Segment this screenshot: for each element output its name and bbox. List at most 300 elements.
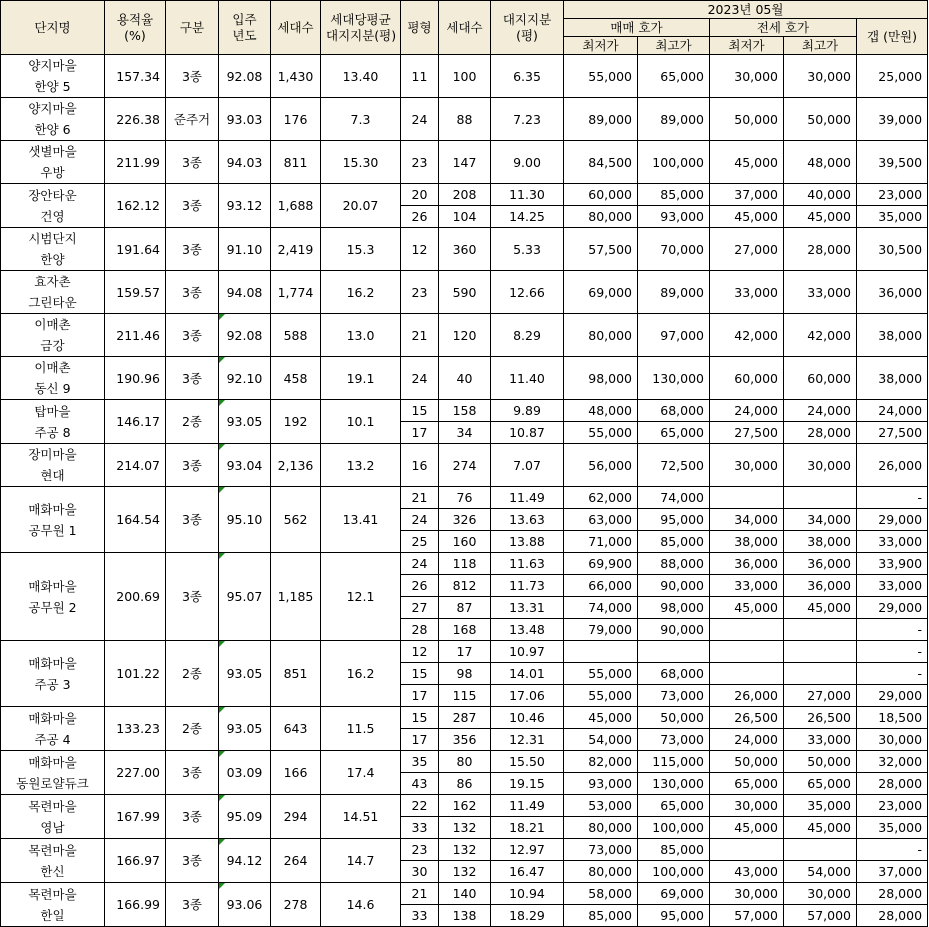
unit-land-share: 11.40 (491, 357, 564, 400)
complex-name: 매화마을 주공 3 (1, 641, 105, 707)
total-households: 192 (271, 400, 321, 444)
sale-min-price: 54,000 (564, 729, 638, 751)
gap-amount: 23,000 (857, 795, 928, 817)
table-row (1, 553, 928, 575)
gap-amount: - (857, 839, 928, 861)
complex-name: 매화마을 동원로얄듀크 (1, 751, 105, 795)
unit-households: 40 (439, 357, 491, 400)
sale-min-price: 55,000 (564, 55, 638, 98)
unit-land-share: 14.01 (491, 663, 564, 685)
unit-land-share: 13.63 (491, 509, 564, 531)
move-in-year: 93.06 (219, 883, 271, 927)
total-households: 588 (271, 314, 321, 357)
floor-area-ratio: 146.17 (105, 400, 166, 444)
complex-name: 효자촌 그린타운 (1, 271, 105, 314)
jeonse-max-price: 28,000 (784, 228, 857, 271)
unit-pyeong: 25 (401, 531, 439, 553)
gap-amount: 35,000 (857, 817, 928, 839)
sale-max-price: 90,000 (638, 619, 710, 641)
header-zone: 구분 (166, 1, 219, 55)
unit-land-share: 18.29 (491, 905, 564, 927)
jeonse-min-price (710, 487, 784, 509)
gap-amount: 29,000 (857, 597, 928, 619)
unit-pyeong: 22 (401, 795, 439, 817)
table-body (1, 55, 928, 927)
table-row (1, 883, 928, 905)
jeonse-max-price (784, 641, 857, 663)
sale-min-price: 69,900 (564, 553, 638, 575)
unit-pyeong: 15 (401, 707, 439, 729)
gap-amount: - (857, 619, 928, 641)
unit-pyeong: 21 (401, 314, 439, 357)
move-in-year: 03.09 (219, 751, 271, 795)
jeonse-min-price (710, 619, 784, 641)
move-in-year: 93.05 (219, 707, 271, 751)
jeonse-min-price: 27,000 (710, 228, 784, 271)
jeonse-min-price: 24,000 (710, 729, 784, 751)
sale-max-price: 69,000 (638, 883, 710, 905)
table-row (1, 271, 928, 314)
total-households: 294 (271, 795, 321, 839)
unit-households: 162 (439, 795, 491, 817)
zoning-type: 2종 (166, 641, 219, 707)
jeonse-max-price: 33,000 (784, 729, 857, 751)
sale-min-price: 55,000 (564, 685, 638, 707)
unit-pyeong: 20 (401, 184, 439, 206)
unit-pyeong: 24 (401, 98, 439, 141)
floor-area-ratio: 214.07 (105, 444, 166, 487)
floor-area-ratio: 101.22 (105, 641, 166, 707)
zoning-type: 3종 (166, 141, 219, 184)
sale-max-price: 85,000 (638, 531, 710, 553)
jeonse-max-price: 24,000 (784, 400, 857, 422)
unit-land-share: 10.94 (491, 883, 564, 905)
gap-amount: 26,000 (857, 444, 928, 487)
gap-amount: 27,500 (857, 422, 928, 444)
unit-pyeong: 23 (401, 839, 439, 861)
sale-max-price: 70,000 (638, 228, 710, 271)
unit-pyeong: 33 (401, 817, 439, 839)
table-row (1, 839, 928, 861)
header-avg-land: 세대당평균 대지지분(평) (321, 1, 401, 55)
unit-households: 168 (439, 619, 491, 641)
gap-amount: 18,500 (857, 707, 928, 729)
unit-land-share: 7.23 (491, 98, 564, 141)
move-in-year: 95.07 (219, 553, 271, 641)
unit-land-share: 10.87 (491, 422, 564, 444)
jeonse-max-price: 57,000 (784, 905, 857, 927)
jeonse-min-price: 30,000 (710, 444, 784, 487)
unit-households: 120 (439, 314, 491, 357)
unit-pyeong: 17 (401, 685, 439, 707)
total-households: 166 (271, 751, 321, 795)
unit-households: 76 (439, 487, 491, 509)
gap-amount: 24,000 (857, 400, 928, 422)
sale-max-price: 130,000 (638, 357, 710, 400)
sale-max-price: 68,000 (638, 400, 710, 422)
sale-min-price: 45,000 (564, 707, 638, 729)
sale-min-price: 71,000 (564, 531, 638, 553)
unit-land-share: 14.25 (491, 206, 564, 228)
unit-land-share: 10.46 (491, 707, 564, 729)
gap-amount: 28,000 (857, 905, 928, 927)
jeonse-max-price: 30,000 (784, 883, 857, 905)
table-row (1, 141, 928, 184)
zoning-type: 3종 (166, 314, 219, 357)
jeonse-max-price: 30,000 (784, 55, 857, 98)
complex-name: 장안타운 건영 (1, 184, 105, 228)
jeonse-min-price: 50,000 (710, 751, 784, 773)
header-land: 대지지분 (평) (491, 1, 564, 55)
sale-max-price: 95,000 (638, 905, 710, 927)
avg-land-share: 14.6 (321, 883, 401, 927)
unit-land-share: 10.97 (491, 641, 564, 663)
jeonse-min-price: 50,000 (710, 98, 784, 141)
jeonse-min-price: 30,000 (710, 883, 784, 905)
table-row (1, 314, 928, 357)
unit-pyeong: 23 (401, 141, 439, 184)
unit-pyeong: 12 (401, 641, 439, 663)
header-sale-min: 최저가 (564, 37, 638, 55)
unit-pyeong: 24 (401, 553, 439, 575)
sale-min-price: 58,000 (564, 883, 638, 905)
gap-amount: 30,000 (857, 729, 928, 751)
sale-max-price: 88,000 (638, 553, 710, 575)
sale-min-price (564, 641, 638, 663)
complex-name: 양지마을 한양 6 (1, 98, 105, 141)
unit-land-share: 11.30 (491, 184, 564, 206)
floor-area-ratio: 166.97 (105, 839, 166, 883)
complex-name: 시범단지 한양 (1, 228, 105, 271)
gap-amount: - (857, 487, 928, 509)
total-households: 643 (271, 707, 321, 751)
floor-area-ratio: 191.64 (105, 228, 166, 271)
total-households: 1,688 (271, 184, 321, 228)
unit-households: 132 (439, 861, 491, 883)
sale-min-price: 82,000 (564, 751, 638, 773)
sale-max-price: 97,000 (638, 314, 710, 357)
jeonse-max-price (784, 487, 857, 509)
zoning-type: 3종 (166, 228, 219, 271)
unit-land-share: 11.73 (491, 575, 564, 597)
complex-name: 목련마을 한신 (1, 839, 105, 883)
jeonse-max-price: 33,000 (784, 271, 857, 314)
floor-area-ratio: 159.57 (105, 271, 166, 314)
jeonse-min-price: 45,000 (710, 206, 784, 228)
move-in-year: 92.08 (219, 314, 271, 357)
sale-max-price: 89,000 (638, 271, 710, 314)
unit-households: 86 (439, 773, 491, 795)
unit-households: 87 (439, 597, 491, 619)
jeonse-min-price: 26,000 (710, 685, 784, 707)
unit-land-share: 19.15 (491, 773, 564, 795)
unit-pyeong: 27 (401, 597, 439, 619)
table-row (1, 487, 928, 509)
sale-max-price: 100,000 (638, 861, 710, 883)
table-row (1, 707, 928, 729)
sale-max-price: 85,000 (638, 839, 710, 861)
unit-land-share: 12.31 (491, 729, 564, 751)
unit-pyeong: 26 (401, 206, 439, 228)
jeonse-max-price: 54,000 (784, 861, 857, 883)
jeonse-min-price: 38,000 (710, 531, 784, 553)
sale-min-price: 53,000 (564, 795, 638, 817)
header-gap: 갭 (만원) (857, 19, 928, 55)
sale-max-price: 65,000 (638, 422, 710, 444)
jeonse-max-price: 30,000 (784, 444, 857, 487)
total-households: 278 (271, 883, 321, 927)
jeonse-max-price: 48,000 (784, 141, 857, 184)
unit-pyeong: 21 (401, 487, 439, 509)
unit-pyeong: 33 (401, 905, 439, 927)
unit-households: 208 (439, 184, 491, 206)
sale-max-price: 130,000 (638, 773, 710, 795)
gap-amount: 38,000 (857, 357, 928, 400)
header-name: 단지명 (1, 1, 105, 55)
jeonse-min-price: 33,000 (710, 575, 784, 597)
gap-amount: 32,000 (857, 751, 928, 773)
move-in-year: 94.12 (219, 839, 271, 883)
sale-min-price: 80,000 (564, 206, 638, 228)
total-households: 176 (271, 98, 321, 141)
gap-amount: 28,000 (857, 883, 928, 905)
gap-amount: 28,000 (857, 773, 928, 795)
jeonse-min-price: 57,000 (710, 905, 784, 927)
sale-max-price: 100,000 (638, 141, 710, 184)
unit-households: 80 (439, 751, 491, 773)
sale-max-price: 89,000 (638, 98, 710, 141)
sale-max-price: 73,000 (638, 685, 710, 707)
sale-max-price: 115,000 (638, 751, 710, 773)
sale-min-price: 79,000 (564, 619, 638, 641)
unit-land-share: 9.00 (491, 141, 564, 184)
gap-amount: - (857, 641, 928, 663)
table-row (1, 795, 928, 817)
zoning-type: 3종 (166, 357, 219, 400)
complex-name: 매화마을 주공 4 (1, 707, 105, 751)
unit-households: 147 (439, 141, 491, 184)
sale-min-price: 63,000 (564, 509, 638, 531)
sale-min-price: 56,000 (564, 444, 638, 487)
floor-area-ratio: 227.00 (105, 751, 166, 795)
jeonse-max-price: 42,000 (784, 314, 857, 357)
sale-max-price (638, 641, 710, 663)
unit-pyeong: 24 (401, 509, 439, 531)
gap-amount: 30,500 (857, 228, 928, 271)
total-households: 851 (271, 641, 321, 707)
total-households: 1,185 (271, 553, 321, 641)
unit-households: 812 (439, 575, 491, 597)
unit-pyeong: 30 (401, 861, 439, 883)
unit-land-share: 11.49 (491, 487, 564, 509)
gap-amount: 35,000 (857, 206, 928, 228)
jeonse-max-price: 40,000 (784, 184, 857, 206)
unit-land-share: 18.21 (491, 817, 564, 839)
zoning-type: 3종 (166, 184, 219, 228)
gap-amount: 23,000 (857, 184, 928, 206)
complex-name: 목련마을 영남 (1, 795, 105, 839)
sale-min-price: 84,500 (564, 141, 638, 184)
avg-land-share: 14.51 (321, 795, 401, 839)
unit-households: 274 (439, 444, 491, 487)
zoning-type: 3종 (166, 553, 219, 641)
unit-pyeong: 16 (401, 444, 439, 487)
sale-max-price: 93,000 (638, 206, 710, 228)
unit-pyeong: 15 (401, 663, 439, 685)
unit-pyeong: 35 (401, 751, 439, 773)
zoning-type: 3종 (166, 751, 219, 795)
jeonse-max-price: 35,000 (784, 795, 857, 817)
header-sale: 매매 호가 (564, 19, 710, 37)
gap-amount: - (857, 663, 928, 685)
unit-land-share: 5.33 (491, 228, 564, 271)
complex-name: 양지마을 한양 5 (1, 55, 105, 98)
move-in-year: 94.03 (219, 141, 271, 184)
jeonse-min-price: 30,000 (710, 55, 784, 98)
sale-max-price: 95,000 (638, 509, 710, 531)
sale-max-price: 68,000 (638, 663, 710, 685)
zoning-type: 3종 (166, 444, 219, 487)
floor-area-ratio: 200.69 (105, 553, 166, 641)
gap-amount: 29,000 (857, 685, 928, 707)
unit-households: 132 (439, 817, 491, 839)
gap-amount: 39,500 (857, 141, 928, 184)
unit-households: 138 (439, 905, 491, 927)
unit-households: 140 (439, 883, 491, 905)
avg-land-share: 13.41 (321, 487, 401, 553)
floor-area-ratio: 164.54 (105, 487, 166, 553)
unit-households: 100 (439, 55, 491, 98)
avg-land-share: 20.07 (321, 184, 401, 228)
unit-land-share: 12.66 (491, 271, 564, 314)
unit-households: 356 (439, 729, 491, 751)
table-row (1, 751, 928, 773)
sale-min-price: 80,000 (564, 314, 638, 357)
jeonse-min-price (710, 839, 784, 861)
jeonse-max-price: 65,000 (784, 773, 857, 795)
header-unit-households: 세대수 (439, 1, 491, 55)
jeonse-min-price: 24,000 (710, 400, 784, 422)
sale-max-price: 85,000 (638, 184, 710, 206)
avg-land-share: 13.0 (321, 314, 401, 357)
table-header (1, 1, 928, 55)
zoning-type: 3종 (166, 271, 219, 314)
jeonse-max-price: 36,000 (784, 553, 857, 575)
complex-name: 매화마을 공무원 1 (1, 487, 105, 553)
sale-min-price: 85,000 (564, 905, 638, 927)
unit-land-share: 7.07 (491, 444, 564, 487)
move-in-year: 95.09 (219, 795, 271, 839)
sale-min-price: 60,000 (564, 184, 638, 206)
floor-area-ratio: 133.23 (105, 707, 166, 751)
move-in-year: 93.05 (219, 400, 271, 444)
avg-land-share: 11.5 (321, 707, 401, 751)
floor-area-ratio: 226.38 (105, 98, 166, 141)
avg-land-share: 17.4 (321, 751, 401, 795)
header-jeonse-min: 최저가 (710, 37, 784, 55)
jeonse-min-price: 30,000 (710, 795, 784, 817)
jeonse-min-price: 27,500 (710, 422, 784, 444)
jeonse-min-price: 45,000 (710, 141, 784, 184)
table-row (1, 641, 928, 663)
table-row (1, 55, 928, 98)
move-in-year: 93.12 (219, 184, 271, 228)
total-households: 1,774 (271, 271, 321, 314)
gap-amount: 38,000 (857, 314, 928, 357)
table-row (1, 357, 928, 400)
sale-max-price: 50,000 (638, 707, 710, 729)
zoning-type: 준주거 (166, 98, 219, 141)
unit-households: 287 (439, 707, 491, 729)
unit-land-share: 17.06 (491, 685, 564, 707)
zoning-type: 3종 (166, 839, 219, 883)
sale-max-price: 73,000 (638, 729, 710, 751)
sale-min-price: 74,000 (564, 597, 638, 619)
unit-pyeong: 17 (401, 729, 439, 751)
unit-households: 158 (439, 400, 491, 422)
complex-name: 탑마을 주공 8 (1, 400, 105, 444)
table-row (1, 400, 928, 422)
jeonse-max-price: 36,000 (784, 575, 857, 597)
gap-amount: 33,900 (857, 553, 928, 575)
jeonse-min-price: 33,000 (710, 271, 784, 314)
sale-min-price: 55,000 (564, 422, 638, 444)
zoning-type: 2종 (166, 400, 219, 444)
sale-max-price: 74,000 (638, 487, 710, 509)
sale-min-price: 57,500 (564, 228, 638, 271)
unit-households: 34 (439, 422, 491, 444)
header-jeonse-max: 최고가 (784, 37, 857, 55)
complex-name: 이매촌 금강 (1, 314, 105, 357)
jeonse-min-price: 65,000 (710, 773, 784, 795)
complex-name: 이매촌 동신 9 (1, 357, 105, 400)
move-in-year: 94.08 (219, 271, 271, 314)
total-households: 1,430 (271, 55, 321, 98)
unit-land-share: 8.29 (491, 314, 564, 357)
floor-area-ratio: 190.96 (105, 357, 166, 400)
table-row (1, 184, 928, 206)
sale-min-price: 66,000 (564, 575, 638, 597)
unit-pyeong: 11 (401, 55, 439, 98)
unit-land-share: 16.47 (491, 861, 564, 883)
table-row (1, 98, 928, 141)
jeonse-max-price (784, 619, 857, 641)
gap-amount: 25,000 (857, 55, 928, 98)
floor-area-ratio: 166.99 (105, 883, 166, 927)
unit-households: 104 (439, 206, 491, 228)
header-sale-max: 최고가 (638, 37, 710, 55)
unit-households: 98 (439, 663, 491, 685)
floor-area-ratio: 211.46 (105, 314, 166, 357)
jeonse-max-price: 38,000 (784, 531, 857, 553)
jeonse-max-price: 50,000 (784, 98, 857, 141)
unit-households: 160 (439, 531, 491, 553)
sale-min-price: 80,000 (564, 817, 638, 839)
jeonse-max-price: 45,000 (784, 597, 857, 619)
move-in-year: 93.03 (219, 98, 271, 141)
unit-pyeong: 21 (401, 883, 439, 905)
avg-land-share: 13.2 (321, 444, 401, 487)
header-pyeong: 평형 (401, 1, 439, 55)
jeonse-max-price: 50,000 (784, 751, 857, 773)
total-households: 811 (271, 141, 321, 184)
unit-pyeong: 28 (401, 619, 439, 641)
unit-households: 132 (439, 839, 491, 861)
complex-name: 장미마을 현대 (1, 444, 105, 487)
zoning-type: 2종 (166, 707, 219, 751)
avg-land-share: 12.1 (321, 553, 401, 641)
avg-land-share: 13.40 (321, 55, 401, 98)
